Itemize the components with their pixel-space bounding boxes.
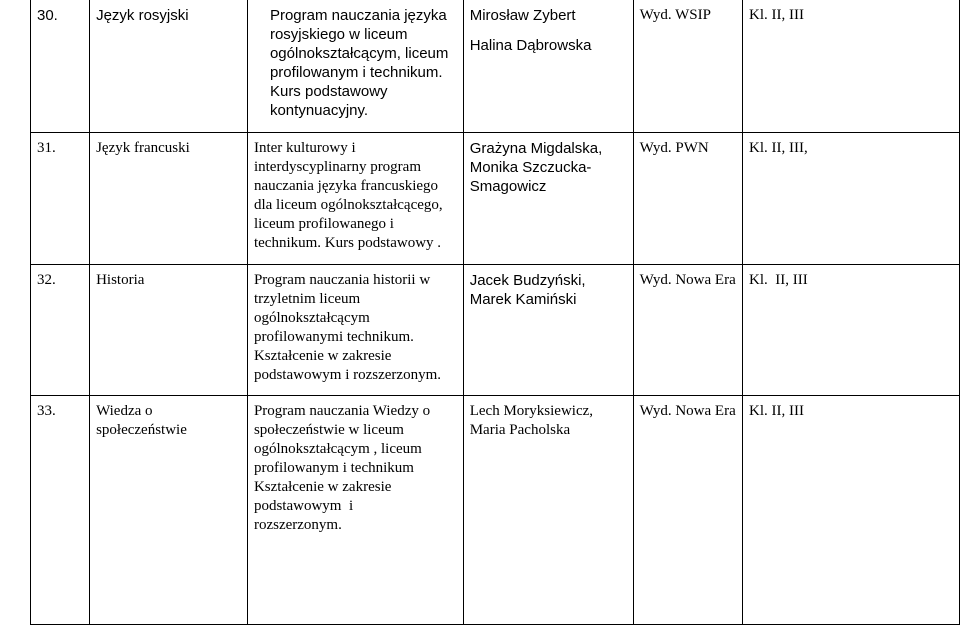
subject-cell [90, 396, 248, 625]
author-name: Monika Szczucka- [469, 159, 592, 176]
classes-cell: Kl. II, III [742, 0, 959, 133]
publisher-cell: Wyd. Nowa Era [633, 265, 742, 396]
program-line: rozszerzonym. [253, 517, 342, 533]
author-name: Smagowicz [469, 178, 547, 195]
program-line: interdyscyplinarny program [253, 159, 422, 175]
authors-cell [463, 265, 633, 396]
authors-cell [463, 0, 633, 133]
classes-cell: Kl. II, III, [742, 133, 959, 265]
program-line: dla liceum ogólnokształcącego, [253, 197, 443, 213]
classes-cell: Kl. II, III [742, 396, 959, 625]
program-line: Kształcenie w zakresie [253, 479, 392, 495]
subject-cell: Historia [90, 265, 248, 396]
program-line: ogólnokształcącym , liceum [253, 441, 422, 457]
subject-line: społeczeństwie [96, 422, 187, 438]
program-line: podstawowym i rozszerzonym. [253, 367, 442, 383]
program-cell [247, 396, 463, 625]
program-cell [247, 133, 463, 265]
author-name: Marek Kamiński [469, 291, 577, 308]
table-row-33 [31, 396, 960, 625]
program-line: Program nauczania języka [269, 7, 447, 24]
program-line: Program nauczania historii w [253, 272, 431, 288]
table-row-31 [31, 133, 960, 265]
publisher-cell: Wyd. WSIP [633, 0, 742, 133]
subject-cell: Język francuski [90, 133, 248, 265]
program-line: profilowanym i technikum. [269, 64, 443, 81]
table-row-32 [31, 265, 960, 396]
curriculum-table [30, 0, 960, 625]
program-cell [247, 265, 463, 396]
author-name: Jacek Budzyński, [469, 272, 586, 289]
program-line: społeczeństwie w liceum [253, 422, 404, 438]
subject-cell: Język rosyjski [90, 0, 248, 133]
authors-cell [463, 133, 633, 265]
program-line: profilowanym i technikum [253, 460, 414, 476]
program-line: technikum. Kurs podstawowy . [253, 235, 442, 251]
program-line: trzyletnim liceum [253, 291, 361, 307]
program-line: ogólnokształcącym, liceum [269, 45, 449, 62]
program-line: Kształcenie w zakresie [253, 348, 392, 364]
author-name: Maria Pacholska [469, 422, 571, 438]
classes-cell: Kl. II, III [742, 265, 959, 396]
publisher-cell: Wyd. Nowa Era [633, 396, 742, 625]
program-line: profilowanymi technikum. [253, 329, 414, 345]
program-line: nauczania języka francuskiego [253, 178, 439, 194]
author-name: Halina Dąbrowska [469, 37, 592, 54]
program-line: ogólnokształcącym [253, 310, 370, 326]
program-line: Kurs podstawowy [269, 83, 388, 100]
program-line: rosyjskiego w liceum [269, 26, 408, 43]
program-line: Inter kulturowy i [253, 140, 356, 156]
publisher-cell: Wyd. PWN [633, 133, 742, 265]
row-number: 31. [31, 133, 90, 265]
author-name: Grażyna Migdalska, [469, 140, 603, 157]
program-line: liceum profilowanego i [253, 216, 394, 232]
row-number: 33. [31, 396, 90, 625]
row-number: 30. [31, 0, 90, 133]
authors-cell [463, 396, 633, 625]
program-line: Program nauczania Wiedzy o [253, 403, 431, 419]
author-name: Mirosław Zybert [469, 7, 576, 24]
program-line: podstawowym i [253, 498, 354, 514]
table-row-30 [31, 0, 960, 133]
program-line: kontynuacyjny. [269, 102, 369, 119]
author-name: Lech Moryksiewicz, [469, 403, 594, 419]
subject-line: Wiedza o [96, 403, 153, 419]
program-cell [247, 0, 463, 133]
row-number: 32. [31, 265, 90, 396]
